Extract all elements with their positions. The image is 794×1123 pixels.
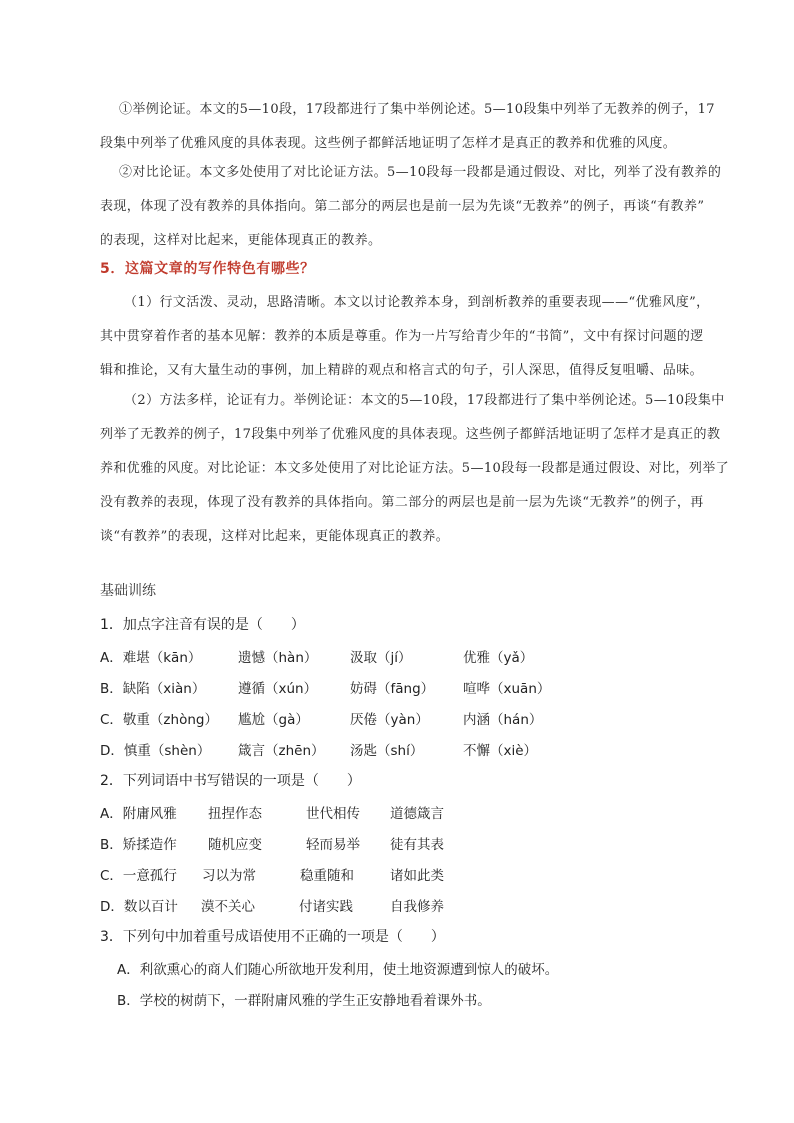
analysis-example-argument bbox=[100, 93, 741, 161]
text-line: ②对比论证。本文多处使用了对比论证方法。5—10段每一段都是通过假设、对比，列举了没有教养的 bbox=[119, 165, 722, 180]
option-cell: 内涵（hán） bbox=[463, 712, 543, 728]
option-cell: 尴尬（gà） bbox=[238, 712, 309, 728]
option-cell: 不懈（xiè） bbox=[463, 743, 538, 759]
text-line: 列举了无教养的例子，17段集中列举了优雅风度的具体表现。这些例子都鲜活地证明了怎样才是真正的教 bbox=[100, 427, 721, 442]
text-line: （2）方法多样，论证有力。举例论证：本文的5—10段，17段都进行了集中举例论述。5—10段集中 bbox=[124, 393, 725, 408]
q2-option-row-d bbox=[100, 895, 720, 917]
question-5-heading: 5．这篇文章的写作特色有哪些？ bbox=[100, 261, 315, 277]
option-cell: 随机应变 bbox=[208, 837, 262, 853]
option-cell: 扭捏作态 bbox=[208, 806, 262, 822]
option-cell: C．一意孤行 bbox=[100, 868, 177, 884]
text-line: 其中贯穿着作者的基本见解：教养的本质是尊重。作为一片写给青少年的“书简”，文中有探讨问题的逻 bbox=[100, 329, 704, 344]
option-cell: 优雅（yǎ） bbox=[463, 650, 534, 666]
option-cell: 稳重随和 bbox=[300, 868, 354, 884]
option-cell: 付诸实践 bbox=[299, 899, 353, 915]
option-cell: 轻而易举 bbox=[306, 837, 360, 853]
q2-option-row-c bbox=[100, 864, 720, 886]
q1-option-row-c bbox=[100, 708, 720, 730]
question-2-stem: 2．下列词语中书写错误的一项是（ ） bbox=[100, 773, 361, 789]
option-cell: 遵循（xún） bbox=[238, 681, 318, 697]
option-cell: B．矫揉造作 bbox=[100, 837, 177, 853]
option-cell: 妨碍（fāng） bbox=[350, 681, 435, 697]
q5-answer-point-2 bbox=[100, 384, 746, 554]
option-cell: 箴言（zhēn） bbox=[238, 743, 325, 759]
option-cell: 世代相传 bbox=[306, 806, 360, 822]
option-cell: 徒有其表 bbox=[390, 837, 444, 853]
option-cell: A．难堪（kān） bbox=[100, 650, 202, 666]
text-line: 表现，体现了没有教养的具体指向。第二部分的两层也是前一层为先谈“无教养”的例子，再谈“有教养” bbox=[100, 199, 705, 214]
q2-option-row-a bbox=[100, 802, 720, 824]
option-cell: C．敬重（zhòng） bbox=[100, 712, 218, 728]
q1-option-row-b bbox=[100, 677, 720, 699]
question-1-stem: 1．加点字注音有误的是（ ） bbox=[100, 617, 305, 633]
text-line: 谈“有教养”的表现，这样对比起来，更能体现真正的教养。 bbox=[100, 529, 450, 544]
text-line: 没有教养的表现，体现了没有教养的具体指向。第二部分的两层也是前一层为先谈“无教养”的例子，再 bbox=[100, 495, 704, 510]
analysis-contrast-argument bbox=[100, 156, 741, 258]
q3-option-b: B．学校的树荫下，一群附庸风雅的学生正安静地看着课外书。 bbox=[117, 993, 491, 1009]
option-cell: D．数以百计 bbox=[100, 899, 178, 915]
q1-option-row-a bbox=[100, 646, 720, 668]
question-3-stem: 3．下列句中加着重号成语使用不正确的一项是（ ） bbox=[100, 929, 445, 945]
option-cell: 遗憾（hàn） bbox=[238, 650, 318, 666]
option-cell: 厌倦（yàn） bbox=[350, 712, 429, 728]
option-cell: 习以为常 bbox=[202, 868, 256, 884]
text-line: ①举例论证。本文的5—10段，17段都进行了集中举例论述。5—10段集中列举了无教养的例子，17 bbox=[119, 102, 715, 117]
option-cell: B．缺陷（xiàn） bbox=[100, 681, 206, 697]
q3-option-a: A．利欲熏心的商人们随心所欲地开发利用，使土地资源遭到惊人的破坏。 bbox=[117, 962, 559, 978]
q5-answer-point-1 bbox=[100, 286, 746, 388]
text-line: （1）行文活泼、灵动，思路清晰。本文以讨论教养本身，到剖析教养的重要表现——“优雅风度”， bbox=[124, 295, 710, 310]
text-line: 的表现，这样对比起来，更能体现真正的教养。 bbox=[100, 233, 382, 248]
option-cell: 汤匙（shí） bbox=[350, 743, 424, 759]
option-cell: 自我修养 bbox=[390, 899, 444, 915]
option-cell: A．附庸风雅 bbox=[100, 806, 177, 822]
text-line: 段集中列举了优雅风度的具体表现。这些例子都鲜活地证明了怎样才是真正的教养和优雅的风度。 bbox=[100, 136, 677, 151]
option-cell: 诸如此类 bbox=[390, 868, 444, 884]
text-line: 养和优雅的风度。对比论证：本文多处使用了对比论证方法。5—10段每一段都是通过假设、对比，列举了 bbox=[100, 461, 730, 476]
q2-option-row-b bbox=[100, 833, 720, 855]
option-cell: 道德箴言 bbox=[390, 806, 444, 822]
option-cell: 汲取（jí） bbox=[350, 650, 412, 666]
section-title-basic-training: 基础训练 bbox=[100, 583, 156, 599]
q1-option-row-d bbox=[100, 739, 720, 761]
option-cell: 漠不关心 bbox=[201, 899, 255, 915]
text-line: 辑和推论，又有大量生动的事例，加上精辟的观点和格言式的句子，引人深思，值得反复咀嚼、品味。 bbox=[100, 363, 704, 378]
option-cell: 喧哗（xuān） bbox=[463, 681, 551, 697]
option-cell: D．慎重（shèn） bbox=[100, 743, 211, 759]
